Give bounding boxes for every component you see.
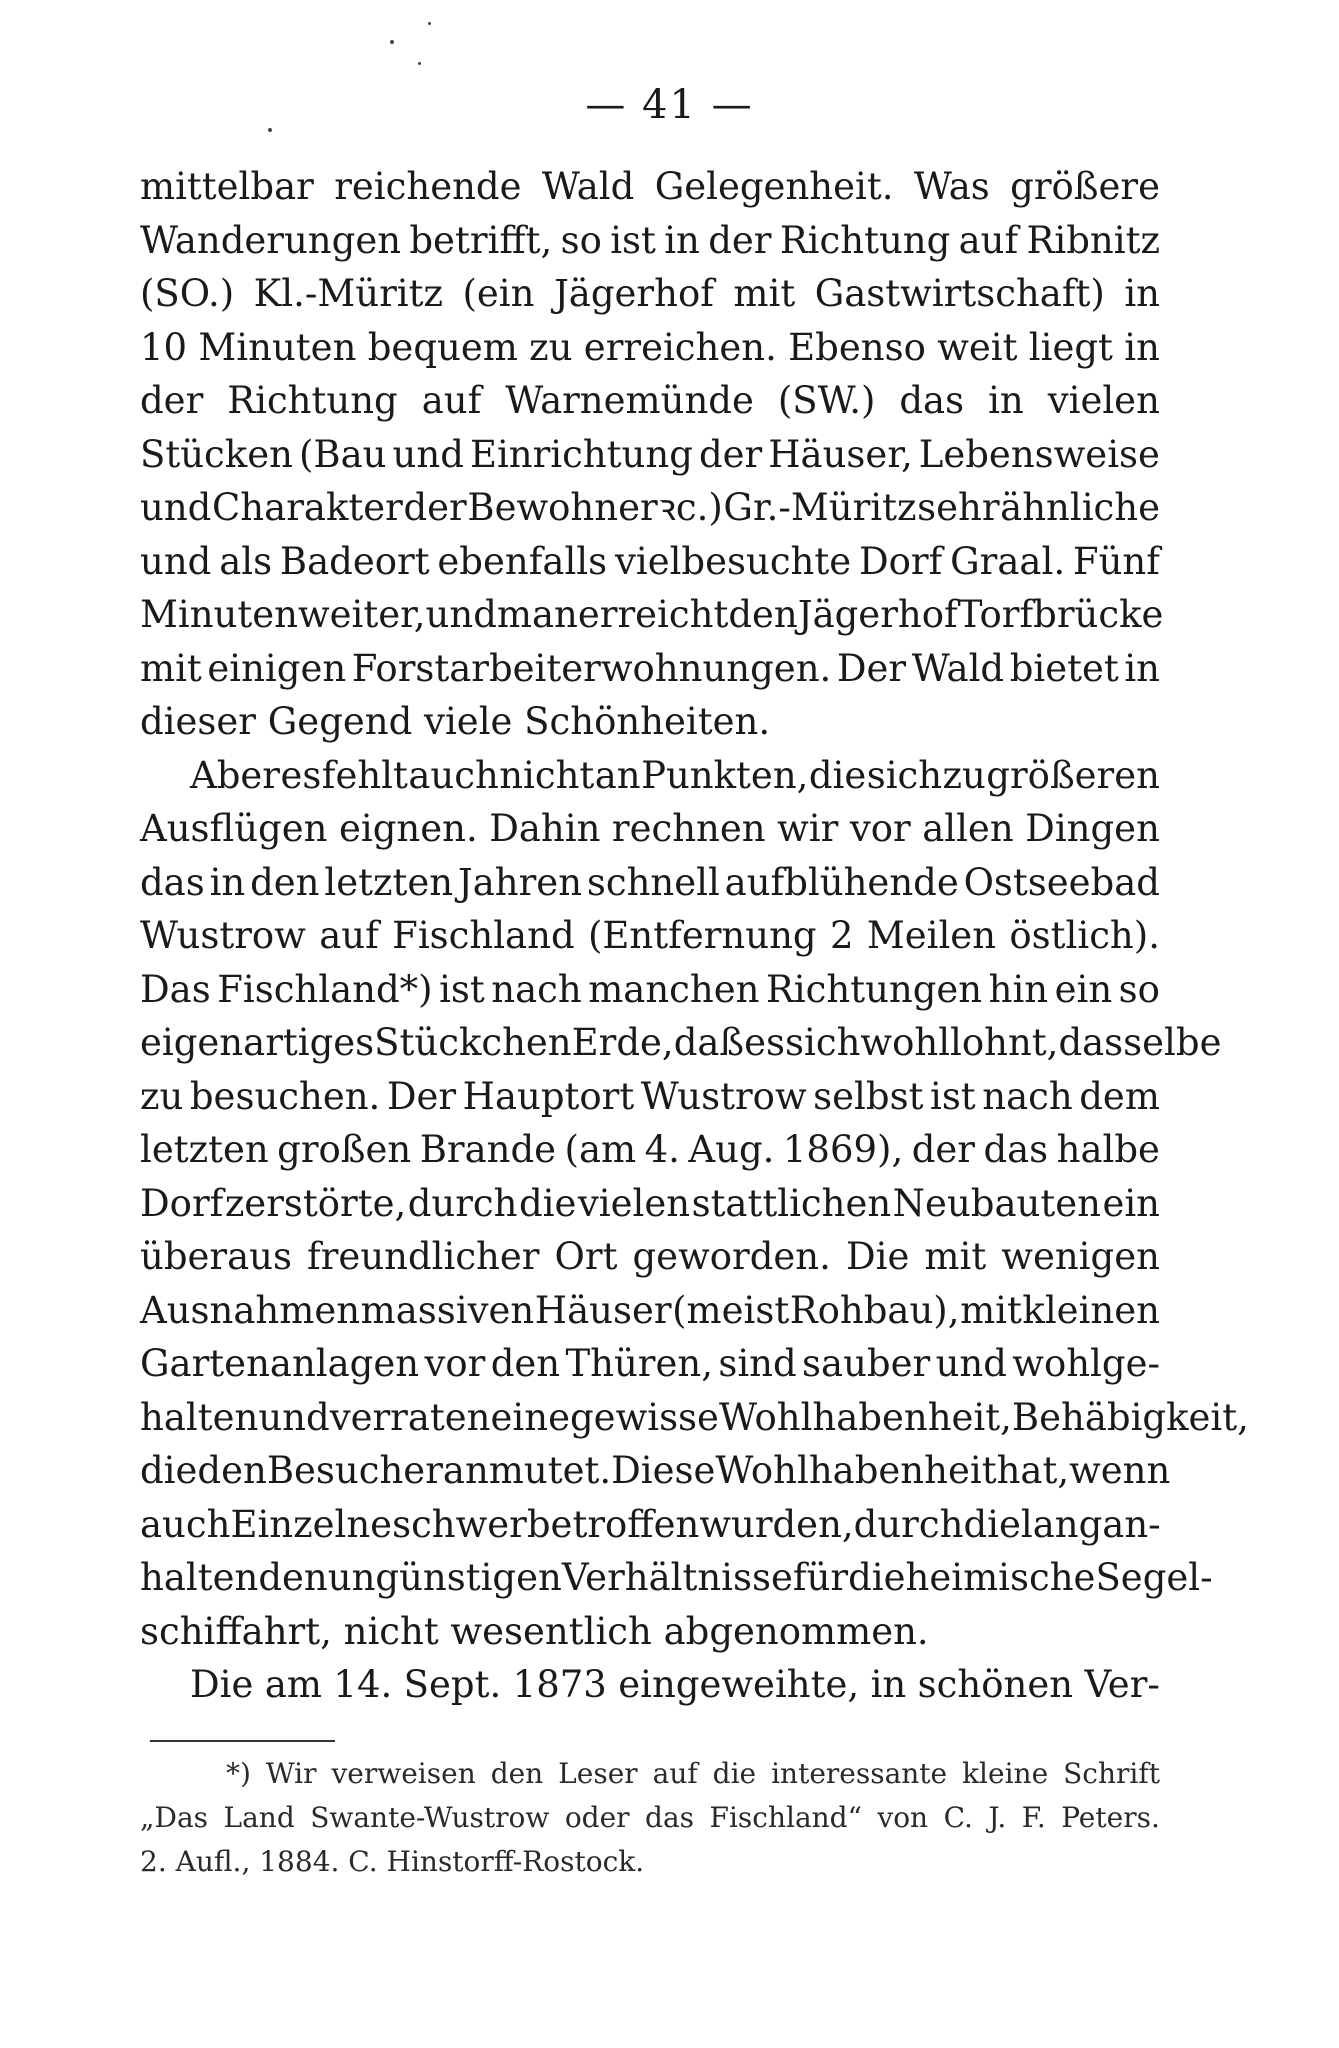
text-line: mit einigen Forstarbeiterwohnungen. Der Wald bietet in — [140, 646, 1160, 690]
speck-mark — [418, 62, 421, 65]
text-line: Ausflügen eignen. Dahin rechnen wir vor allen Dingen — [140, 807, 1160, 850]
text-line: „Das Land Swante-Wustrow oder das Fischland“ von C. J. F. Peters. — [140, 1801, 1160, 1834]
text-line: dieser Gegend viele Schönheiten. — [140, 700, 771, 743]
footnote-separator — [150, 1740, 335, 1742]
text-line: Gartenanlagen vor den Thüren, sind sauber und wohlge- — [140, 1342, 1160, 1385]
text-line: auch Einzelne schwer betroffen wurden, durch die lang an- — [140, 1502, 1161, 1546]
text-line: zu besuchen. Der Hauptort Wustrow selbst ist nach dem — [140, 1074, 1160, 1118]
text-line: mittelbar reichende Wald Gelegenheit. Was größere — [140, 165, 1160, 208]
text-line: 2. Aufl., 1884. C. Hinstorff-Rostock. — [140, 1845, 645, 1878]
text-line: (SO.) Kl.-Müritz (ein Jägerhof mit Gastwirtschaft) in — [140, 272, 1160, 315]
main-text-block — [140, 160, 1249, 1712]
text-line: Ausnahmen massiven Häuser (meist Rohbau), mit kleinen — [140, 1288, 1160, 1332]
text-line: und Charakter der Bewohner ꝛc.) Gr.-Müritz sehr ähnliche — [140, 486, 1160, 529]
text-line: Das Fischland*) ist nach manchen Richtungen hin ein so — [140, 967, 1160, 1011]
text-line: Wustrow auf Fischland (Entfernung 2 Meilen östlich). — [140, 914, 1160, 957]
text-line: und als Badeort ebenfalls vielbesuchte Dorf Graal. Fünf — [140, 539, 1160, 583]
text-line: Die am 14. Sept. 1873 eingeweihte, in schönen Ver- — [190, 1663, 1160, 1706]
text-line: Wanderungen betrifft, so ist in der Richtung auf Ribnitz — [140, 218, 1160, 262]
text-line: halten und verraten eine gewisse Wohlhabenheit, Behäbigkeit, — [140, 1395, 1249, 1439]
text-line: Minuten weiter, und man erreicht den Jägerhof Torfbrücke — [140, 593, 1164, 636]
page-number: — 41 — — [585, 82, 754, 128]
speck-mark — [390, 40, 394, 44]
text-line: 10 Minuten bequem zu erreichen. Ebenso weit liegt in — [140, 325, 1160, 369]
text-line: Stücken (Bau und Einrichtung der Häuser, Lebensweise — [140, 432, 1160, 476]
text-line: das in den letzten Jahren schnell aufblühende Ostseebad — [140, 860, 1160, 904]
text-line: der Richtung auf Warnemünde (SW.) das in vielen — [140, 379, 1160, 422]
text-line: überaus freundlicher Ort geworden. Die mit wenigen — [140, 1235, 1160, 1278]
text-line: eigenartiges Stückchen Erde, daß es sich wohl lohnt, dasselbe — [140, 1021, 1222, 1064]
text-line: Dorf zerstörte, durch die vielen stattlichen Neubauten ein — [140, 1181, 1160, 1225]
speck-mark — [268, 128, 272, 132]
text-line: letzten großen Brande (am 4. Aug. 1869), der das halbe — [140, 1128, 1160, 1171]
text-line: schiffahrt, nicht wesentlich abgenommen. — [140, 1609, 929, 1653]
text-line: Aber es fehlt auch nicht an Punkten, die sich zu größeren — [190, 753, 1160, 797]
text-line: haltenden ungünstigen Verhältnisse für die heimische Segel- — [140, 1556, 1213, 1599]
text-line: *) Wir verweisen den Leser auf die interessante kleine Schrift — [226, 1757, 1160, 1790]
footnote-block — [140, 1752, 1160, 1884]
speck-mark — [428, 22, 431, 25]
text-line: die den Besucher anmutet. Diese Wohlhabenheit hat, wenn — [140, 1449, 1171, 1492]
